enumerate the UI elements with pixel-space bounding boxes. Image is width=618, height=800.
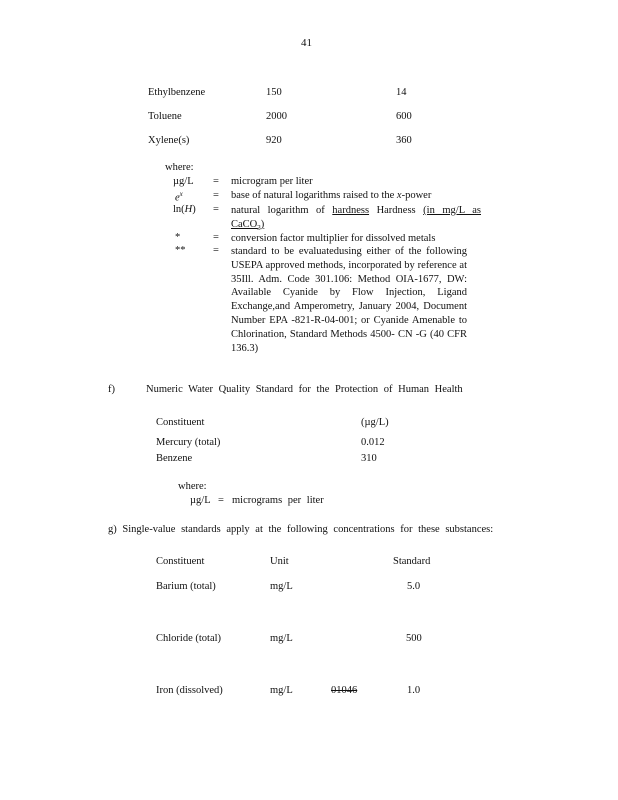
table-row-name: Iron (dissolved) xyxy=(156,685,223,696)
def-symbol: ** xyxy=(175,245,186,256)
def-symbol: ln(H) xyxy=(173,204,196,215)
def-text: base of natural logarithms raised to the x-power xyxy=(231,190,432,201)
column-header-unit: (µg/L) xyxy=(361,417,389,428)
where-label: where: xyxy=(165,162,194,173)
column-header-constituent: Constituent xyxy=(156,417,205,428)
table-row-unit: mg/L xyxy=(270,685,293,696)
def-symbol: * xyxy=(175,232,181,243)
table-row-unit: mg/L xyxy=(270,633,293,644)
def-text: conversion factor multiplier for dissolved metals xyxy=(231,233,436,244)
table-row-unit: mg/L xyxy=(270,581,293,592)
struck-value: 01046 xyxy=(331,685,358,696)
table-row-value: 0.012 xyxy=(361,437,385,448)
where-label: where: xyxy=(178,481,207,492)
def-equals: = xyxy=(213,232,219,243)
table-row-value: 310 xyxy=(361,453,377,464)
table-row-name: Barium (total) xyxy=(156,581,216,592)
table-row-value: 1.0 xyxy=(407,685,421,696)
page-number: 41 xyxy=(301,37,312,49)
table-row-value: 500 xyxy=(406,633,422,644)
table1-row-c1: 150 xyxy=(266,87,282,98)
def-symbol: µg/L xyxy=(190,495,211,506)
section-heading: g) Single-value standards apply at the following concentrations for these substances: xyxy=(108,524,494,535)
def-equals: = xyxy=(213,204,219,215)
table1-row-c2: 600 xyxy=(396,111,412,122)
table1-row-c2: 360 xyxy=(396,135,412,146)
table1-row-name: Ethylbenzene xyxy=(148,87,206,98)
def-text: natural logarithm of hardness Hardness (in mg/L as CaCO$_3$) xyxy=(231,205,481,232)
table-row-name: Mercury (total) xyxy=(156,437,221,448)
column-header-constituent: Constituent xyxy=(156,556,205,567)
def-equals: = xyxy=(218,495,224,506)
def-text: standard to be evaluatedusing either of the following USEPA approved methods, incorporated by reference at 35Ill. Adm. Code 301.106: Method OIA-1677, DW: Available Cyanide by Flow Injection, Ligand Exchange,and Amperometry, January 2004, Document Number EPA -821-R-04-001; or Cyanide Amenable to Chlorination, Standard Methods 4500- CN -G (40 CFR 136.3) xyxy=(231,246,467,354)
section-heading: Numeric Water Quality Standard for the Protection of Human Health xyxy=(146,384,463,395)
def-text: microgram per liter xyxy=(231,176,313,187)
table1-row-c2: 14 xyxy=(396,87,407,98)
def-equals: = xyxy=(213,190,219,201)
table-row-value: 5.0 xyxy=(407,581,421,592)
table1-row-c1: 920 xyxy=(266,135,282,146)
table-row-name: Chloride (total) xyxy=(156,633,222,644)
column-header-standard: Standard xyxy=(393,556,431,567)
def-symbol: $e^x$ xyxy=(175,190,183,204)
table1-row-name: Xylene(s) xyxy=(148,135,190,146)
def-equals: = xyxy=(213,176,219,187)
table-row-name: Benzene xyxy=(156,453,193,464)
table1-row-c1: 2000 xyxy=(266,111,287,122)
def-symbol: µg/L xyxy=(173,176,194,187)
section-label: f) xyxy=(108,384,115,395)
def-equals: = xyxy=(213,245,219,256)
column-header-unit: Unit xyxy=(270,556,289,567)
def-text: micrograms per liter xyxy=(232,495,324,506)
table1-row-name: Toluene xyxy=(148,111,182,122)
